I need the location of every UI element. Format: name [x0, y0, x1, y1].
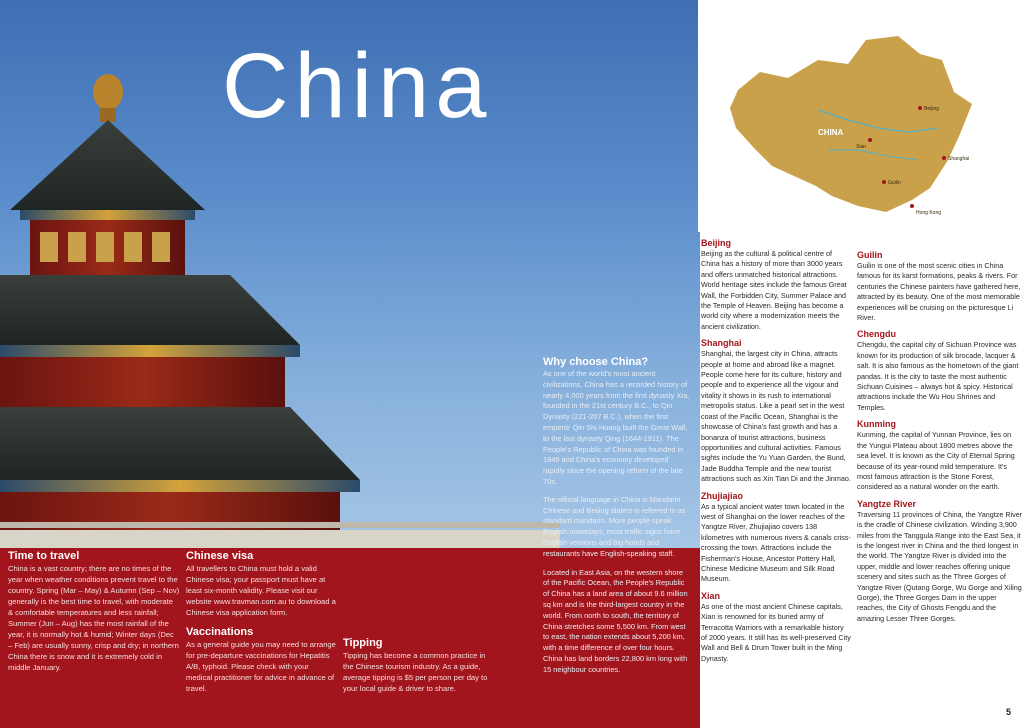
map-city-shanghai: Shanghai [948, 156, 970, 162]
china-map [698, 0, 1030, 232]
why-choose-paragraph-3: Located in East Asia, on the western shore of the Pacific Ocean, the People's Republic of China has a land area of about 9.6 million sq km and is the third-largest country in the world. From north to south, the territory of China stretches some 5,500 km. From west to east, the nation extends about 5,200 km, with a time difference of over four hours. China has land borders 22,800 km long with 15 neighbour countries. [543, 567, 688, 674]
guilin-heading: Guilin [857, 250, 883, 260]
china-map-panel [698, 0, 1030, 232]
why-choose-paragraph-1: As one of the world's most ancient civilizations, China has a recorded history of nearly 4,000 years from the first dynasty Xia, founded in the 21st century B.C., to Qin Dynasty (221-207 B.C.), when the first emperor Qin Shi Huang built the Great Wall, to the last dynasty Qing (1644-1911). The People's Republic of China was founded in 1949 and China's economy developed rapidly since the opening reform of the late 70s. [543, 369, 690, 486]
why-choose-paragraph-2: The official language in China is Mandarin Chinese and Beijing dialect is referred to as standard mandarin. More people speak English nowadays, most traffic signs have English versions and big hotels and restaurants have English-speaking staff. [543, 494, 686, 558]
shanghai-heading: Shanghai [701, 338, 742, 349]
destinations-column-left [701, 238, 851, 664]
section-why-choose-china [543, 356, 691, 676]
tipping-body: Tipping has become a common practice in the Chinese tourism industry. As a guide, average tipping is $5 per person per day to your local guide & driver to share. [343, 651, 488, 693]
kunming-body: Kunming, the capital of Yunnan Province, lies on the Yungui Plateau about 1800 metres above the sea level. It is known as the City of Eternal Spring because of its year-round mild temperature. It's most famous attraction is the Stone Forest, considered as a natural wonder on the earth. [857, 430, 1015, 492]
chengdu-heading: Chengdu [857, 329, 896, 340]
beijing-heading: Beijing [701, 238, 732, 248]
tipping-heading: Tipping [343, 637, 383, 649]
map-city-beijing: Beijing [924, 106, 940, 112]
vaccinations-heading: Vaccinations [186, 626, 254, 638]
kunming-heading: Kunming [857, 419, 896, 430]
section-tipping [343, 637, 493, 694]
destinations-column-right [857, 250, 1023, 624]
chinese-visa-heading: Chinese visa [186, 550, 254, 562]
zhujiajiao-body: As a typical ancient water town located in the west of Shanghai on the lower reaches of the Yangtze River, Zhujiajiao covers 138 kilometres with numerous rivers & canals criss-crossing the town. Attractions include the Fisherman's House, Ancestor Pottery Hall, Chinese Medicine Museum and Silk Road Museum. [701, 501, 851, 584]
beijing-body: Beijing as the cultural & political centre of China has a history of more than 3000 years and offers unmatched historical attractions. World heritage sites include the famous Great Wall, the Forbidden City, Summer Palace and the Temple of Heaven. Beijing has become a world city where a modernization meets the ancient civilization. [701, 249, 847, 331]
guilin-body: Guilin is one of the most scenic cities in China famous for its karst formations, peaks & rivers. For centuries the Chinese painters have gathered here, attracted by its beauty. One of the most memorable experiences will be cruising on the picturesque Li River. [857, 261, 1021, 323]
vaccinations-body: As a general guide you may need to arrange for pre-departure vaccinations for Hepatitis A/B, typhoid. Please check with your medical practitioner for advice in advance of travel. [186, 640, 336, 693]
time-to-travel-heading: Time to travel [8, 550, 80, 562]
map-marker-xian [868, 138, 872, 142]
chengdu-body: Chengdu, the capital city of Sichuan Province was known for its production of silk brocade, lacquer & salt. It is also famous as the hometown of the giant pandas. It is the city to taste the most authentic Sichuan Cuisines – always hot & spicy. Historical attractions include the Wu Hou Shrines and Temples. [857, 340, 1019, 412]
yangtze-heading: Yangtze River [857, 498, 917, 509]
section-time-to-travel [8, 550, 180, 673]
map-marker-shanghai [942, 156, 946, 160]
map-marker-hong-kong [910, 204, 914, 208]
xian-heading: Xian [701, 590, 721, 601]
yangtze-body: Traversing 11 provinces of China, the Yangtze River is the cradle of Chinese civilization. Winding 3,900 miles from the Tanggula Range into the East Sea, it is the longest river in China and the third longest in the world. The Yangtze River is divided into the upper, middle and lower reaches offering unique scenery and sites such as the Three Gorges of Yangtze River (Qutang Gorge, Wu Gorge and Xiling Gorge), the Three Gorges Dam in the upper reaches, the City of Ghosts Fengdu and the amazing Lesser Three Gorges. [857, 509, 1023, 623]
zhujiajiao-heading: Zhujiajiao [701, 490, 744, 501]
map-city-xian: Xian [856, 144, 867, 150]
time-to-travel-body: China is a vast country; there are no times of the year when weather conditions prevent travel to the country. Spring (Mar – May) & Autumn (Sep – Nov) generally is the best time to travel, with moderate & comfortable temperatures and less rainfall; Summer (Jun – Aug) has the most rainfall of the year, it is normally hot & humid; Winter days (Dec – Feb) are usually sunny, crisp and dry; in northern China there is snow and it is extremely cold in middle January. [8, 564, 180, 672]
map-marker-beijing [918, 106, 922, 110]
section-vaccinations [186, 626, 336, 694]
page-title: China [222, 35, 493, 137]
map-marker-guilin [882, 180, 886, 184]
page-number: 5 [1006, 707, 1012, 717]
chinese-visa-body: All travellers to China must hold a valid Chinese visa; your passport must have at least six-month validity. Please visit our website www.travman.com.au to download a Chinese visa application form. [186, 564, 336, 617]
section-chinese-visa [186, 550, 336, 618]
xian-body: As one of the most ancient Chinese capitals, Xian is renowned for its buried army of Terracotta Warriors with a remarkable history of 2000 years. It still has its well-preserved City Wall and Bell & Drum Tower built in the Ming Dynasty. [701, 601, 851, 663]
map-city-hong-kong: Hong Kong [916, 210, 942, 216]
shanghai-body: Shanghai, the largest city in China, attracts people at home and abroad like a magnet. People come here for its culture, history and people and to experience all the vigour and vitality it shows in its rush to international metropolis status. Like a pearl set in the west coast of the Pacific Ocean, Shanghai is the showcase of China's fast growth and has a bonanza of tourist attractions, business opportunities and cultural activities. Famous sights include the Yu Yuan Garden, the Bund, Jade Buddha Temple and the new tourist attractions such as Xin Tian Di and the Jinmao. [701, 349, 851, 484]
map-label: CHINA [818, 128, 844, 137]
why-choose-heading: Why choose China? [543, 356, 649, 368]
map-city-guilin: Guilin [888, 180, 901, 186]
